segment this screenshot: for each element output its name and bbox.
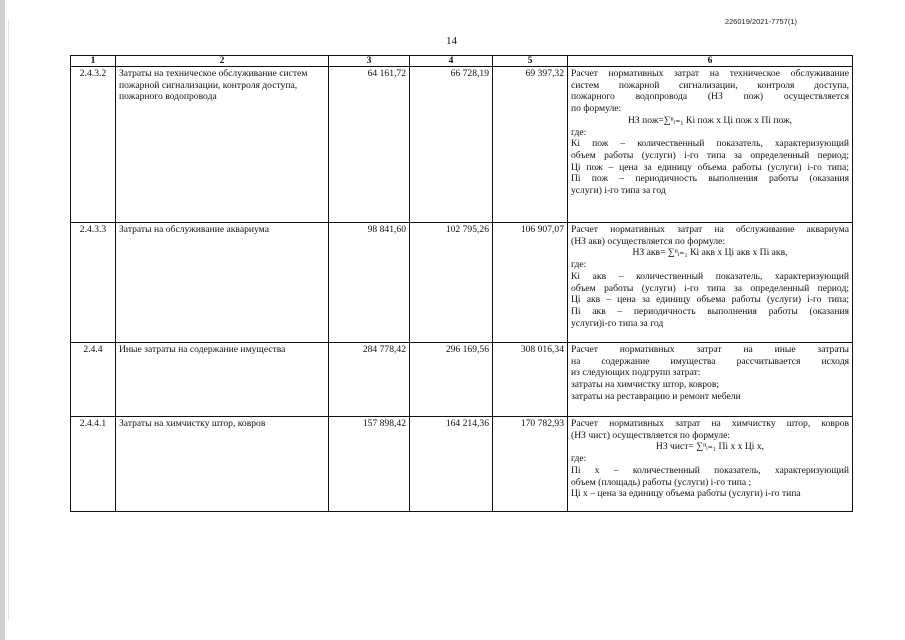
desc-line: Цi х – цена за единицу объема работы (услуги) i-го типа: [571, 488, 801, 500]
value-year3: 106 907,07: [493, 223, 568, 343]
desc-line: по формуле:: [571, 103, 622, 115]
scan-binding-edge: [0, 0, 5, 640]
value-year3: 170 782,93: [493, 417, 568, 512]
table-row: [71, 67, 853, 223]
desc-line: Цi пож – цена за единицу объема работы (услуги) i-го типа;: [571, 161, 849, 173]
header-cell: 5: [493, 56, 568, 67]
value-year3: 308 016,34: [493, 343, 568, 417]
desc-line: Кi пож – количественный показатель, характеризующий: [571, 138, 849, 150]
value-year1: 157 898,42: [329, 417, 410, 512]
header-cell: 4: [410, 56, 493, 67]
table-row: [71, 417, 853, 512]
item-description: [568, 343, 853, 417]
desc-line: пожарного водопровода (НЗ пож) осуществляется: [571, 91, 849, 103]
page-number: 14: [446, 35, 457, 47]
formula: НЗ чист= ∑ⁿᵢ₌₁ Пi х х Цi х,: [655, 441, 765, 453]
desc-line: объем работы (услуги) i-го типа за определенный период;: [571, 282, 849, 294]
desc-line: Расчет нормативных затрат на иные затраты: [571, 344, 849, 355]
desc-line: Пi пож – периодичность выполнения работы (оказания: [571, 173, 849, 185]
desc-line: объем работы (услуги) i-го типа за определенный период;: [571, 149, 849, 161]
desc-line: услуги) i-го типа за год: [571, 185, 666, 197]
item-name: Затраты на химчистку штор, ковров: [116, 417, 329, 512]
formula: НЗ пож=∑ⁿᵢ₌₁ Кi пож х Цi пож х Пi пож,: [627, 114, 793, 126]
formula: НЗ акв= ∑ⁿᵢ₌₁ Кi акв х Цi акв х Пi акв,: [632, 247, 788, 259]
value-year2: 296 169,56: [410, 343, 493, 417]
item-code: 2.4.4.1: [71, 417, 116, 512]
item-code: 2.4.3.2: [71, 67, 116, 223]
item-name: Затраты на техническое обслуживание систем пожарной сигнализации, контроля доступа, пожарного водопровода: [116, 67, 329, 223]
header-cell: 3: [329, 56, 410, 67]
header-cell: 1: [71, 56, 116, 67]
desc-line: (НЗ акв) осуществляется по формуле:: [571, 235, 726, 247]
table-row: [71, 223, 853, 343]
item-name: Иные затраты на содержание имущества: [116, 343, 329, 417]
header-cell: 2: [116, 56, 329, 67]
desc-line: где:: [571, 259, 587, 271]
desc-line: объем (площадь) работы (услуги) i-го типа ;: [571, 476, 752, 488]
value-year1: 98 841,60: [329, 223, 410, 343]
value-year2: 102 795,26: [410, 223, 493, 343]
desc-line: (НЗ чист) осуществляется по формуле:: [571, 429, 731, 441]
document-number: 226019/2021-7757(1): [724, 17, 797, 26]
desc-line: где:: [571, 453, 587, 465]
value-year2: 66 728,19: [410, 67, 493, 223]
value-year1: 284 778,42: [329, 343, 410, 417]
desc-line: где:: [571, 126, 587, 138]
desc-line: Цi акв – цена за единицу объема работы (услуги) i-го типа;: [571, 294, 849, 306]
item-name: Затраты на обслуживание аквариума: [116, 223, 329, 343]
header-cell: 6: [568, 56, 853, 67]
item-description: [568, 67, 853, 223]
table-row: [71, 343, 853, 417]
value-year3: 69 397,32: [493, 67, 568, 223]
desc-line: Расчет нормативных затрат на обслуживание аквариума: [571, 224, 849, 235]
desc-line: Расчет нормативных затрат на техническое обслуживание: [571, 68, 849, 79]
desc-line: из следующих подгрупп затрат:: [571, 367, 701, 379]
desc-line: услуги)i-го типа за год: [571, 317, 664, 329]
item-code: 2.4.3.3: [71, 223, 116, 343]
item-code: 2.4.4: [71, 343, 116, 417]
desc-line: затраты на реставрацию и ремонт мебели: [571, 390, 741, 402]
desc-line: Расчет нормативных затрат на химчистку штор, ковров: [571, 418, 849, 429]
desc-line: Пi акв – периодичность выполнения работы (оказания: [571, 305, 849, 317]
desc-line: на содержание имущества рассчитывается исходя: [571, 355, 849, 367]
item-description: [568, 223, 853, 343]
item-description: [568, 417, 853, 512]
desc-line: Кi акв – количественный показатель, характеризующий: [571, 270, 849, 282]
desc-line: систем пожарной сигнализации, контроля доступа,: [571, 79, 849, 91]
desc-line: затраты на химчистку штор, ковров;: [571, 379, 720, 391]
desc-line: Пi х – количественный показатель, характеризующий: [571, 464, 849, 476]
value-year1: 64 161,72: [329, 67, 410, 223]
table-header-row: [71, 56, 853, 67]
cost-table: [70, 55, 853, 512]
value-year2: 164 214,36: [410, 417, 493, 512]
scan-binding-line: [8, 20, 9, 620]
